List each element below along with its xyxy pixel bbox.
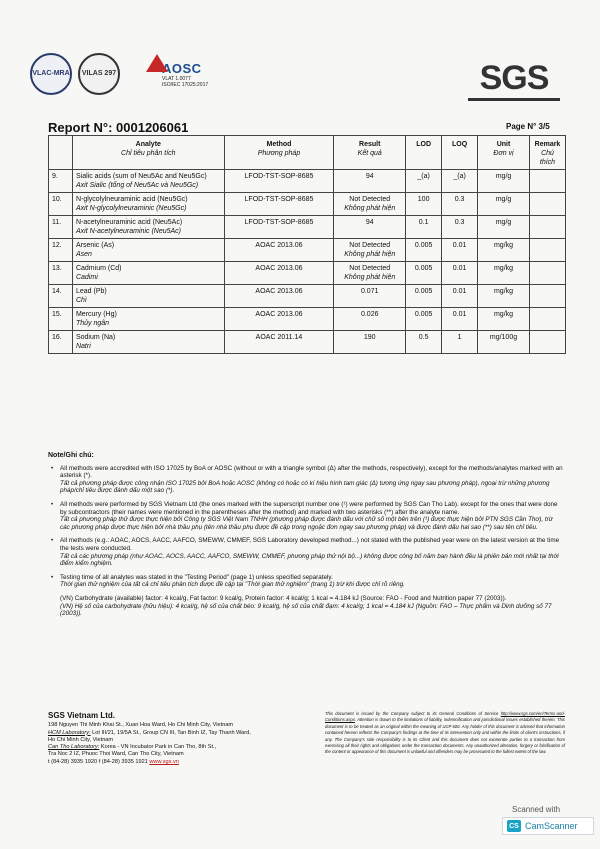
disclaimer-text: This document is issued by the Company subject to its General Conditions of Service http://www.sgs.com/en/Terms-and-Conditions.aspx. Attention is drawn to the limitations of liability, indemnification and jurisdictional issues established therein. This document is to be treated as an original within the meaning of UCP 600. Any holder of this document is advised that information contained hereon reflects the Company's findings at the time of its intervention only and within the limits of client's instructions, if any. The Company's sole responsibility is to its Client and this document does not exonerate parties to a transaction from exercising all their rights and obligations under the transaction documents. Any unauthorized alteration, forgery or falsification of the content or appearance of this document is unlawful and offenders may be prosecuted to the fullest extent of the law. (325, 711, 565, 755)
sgs-logo-underline (468, 98, 560, 101)
note-item: • All methods were accredited with ISO 17025 by BoA or AOSC (without or with a triangle symbol (Δ) after the methods, respectively), except for the methods/analytes marked with an asterisk (*). Tất cả phương pháp được công nhận ISO 17025 bởi BoA hoặc AOSC (không có hoặc có kí hiệu hình tam giác (Δ) tương ứng ngay sau phương pháp), ngoại trừ những phương pháp/chỉ tiêu được đánh dấu một sao (*). (48, 465, 564, 495)
header-result: Result Kết quả (334, 136, 406, 170)
camscanner-brand: CamScanner (525, 821, 578, 831)
vilas-seal: VILAS 297 (78, 53, 120, 95)
results-table (48, 135, 566, 354)
camscanner-icon: CS (507, 820, 521, 832)
header-loq: LOQ (442, 136, 478, 170)
notes-title: Note/Ghi chú: (48, 452, 94, 459)
table-row: 11. N-acetylneuraminic acid (Neu5Ac) Axit N-acetylneuraminic (Neu5Ac) LFOD-TST-SOP-8685 94 0.1 0.3 mg/g (49, 216, 566, 239)
table-row: 15. Mercury (Hg) Thủy ngân AOAC 2013.06 0.026 0.005 0.01 mg/kg (49, 308, 566, 331)
table-row: 9. Sialic acids (sum of Neu5Ac and Neu5Gc) Axit Sialic (tổng of Neu5Ac và Neu5Gc) LFOD-TST-SOP-8685 94 _(a) _(a) mg/g (49, 170, 566, 193)
table-row: 13. Cadmium (Cd) Cadimi AOAC 2013.06 Not Detected Không phát hiện 0.005 0.01 mg/kg (49, 262, 566, 285)
note-item: • Testing time of all analytes was stated in the "Testing Period" (page 1) unless specified separately. Thời gian thử nghiệm của tất cả chỉ tiêu phân tích được đề cập tại "Thời gian thử nghiệm" (trang 1) trừ khi được chỉ rõ riêng. (48, 574, 564, 589)
report-number: Report N°: 0001206061 (48, 120, 189, 135)
header-unit: Unit Đơn vị (478, 136, 530, 170)
table-row: 14. Lead (Pb) Chì AOAC 2013.06 0.071 0.005 0.01 mg/kg (49, 285, 566, 308)
accreditation-logos (30, 50, 208, 98)
table-row: 10. N-glycolylneuraminic acid (Neu5Gc) Axit N-glycolylneuraminic (Neu5Gc) LFOD-TST-SOP-8685 Not Detected Không phát hiện 100 0.3 mg/g (49, 193, 566, 216)
table-row: 16. Sodium (Na) Natri AOAC 2011.14 190 0.5 1 mg/100g (49, 331, 566, 354)
address-line: 198 Nguyen Thi Minh Khai St., Xuan Hoa Ward, Ho Chi Minh City, Vietnam (48, 722, 234, 729)
camscanner-badge (502, 805, 594, 835)
company-name: SGS Vietnam Ltd. (48, 711, 115, 720)
footer-address (48, 712, 298, 766)
sgs-logo: SGS (479, 58, 549, 97)
aosc-logo (162, 61, 208, 88)
aosc-name: AOSC (162, 60, 202, 76)
ilac-mra-seal: VLAC-MRA (30, 53, 72, 95)
aosc-triangle-icon (146, 54, 168, 72)
header-method: Method Phương pháp (224, 136, 334, 170)
header-lod: LOD (406, 136, 442, 170)
aosc-sub1: VLAT 1.0077 (162, 75, 191, 82)
address-line: Tra Noc 2 IZ, Phuoc Thoi Ward, Can Tho City, Vietnam (48, 751, 184, 758)
address-line: Ho Chi Minh City, Vietnam (48, 736, 114, 743)
contact-line: t (84-28) 3935 1920 f (84-28) 3935 1921 www.sgs.vn (48, 758, 179, 765)
notes-section (48, 452, 564, 624)
page-number: Page N° 3/5 (506, 122, 550, 131)
terms-link[interactable]: http://www.sgs.com/en/Terms-and-Conditions.aspx (325, 711, 565, 723)
address-line: HCM Laboratory: Lot III/21, 19/5A St., Group CN III, Tan Binh IZ, Tay Thanh Ward, (48, 729, 251, 736)
address-line: Can Tho Laboratory: Korea - VN Incubator Park in Can Tho, 8th St., (48, 744, 217, 751)
header-no (49, 136, 73, 170)
header-remark: Remark Chú thích (529, 136, 565, 170)
scanned-with-label: Scanned with (512, 805, 561, 814)
table-row: 12. Arsenic (As) Asen AOAC 2013.06 Not Detected Không phát hiện 0.005 0.01 mg/kg (49, 239, 566, 262)
note-item: (VN) Carbohydrate (available) factor: 4 kcal/g, Fat factor: 9 kcal/g, Protein factor: 4 kcal/g; 1 kcal = 4.184 kJ (Source: FAO - Food and Nutrition paper 77 (2003)). (VN) Hệ số của carbohydrate (hữu hiệu): 4 kcal/g, hệ số của chất béo: 9 kcal/g, hệ số của chất đạm: 4 kcal/g; 1 kcal = 4.184 kJ (Nguồn: FAO – Thực phẩm và Dinh dưỡng số 77 (2003)). (60, 594, 552, 618)
table-header-row (49, 136, 566, 170)
header-analyte: Analyte Chỉ tiêu phân tích (72, 136, 224, 170)
aosc-sub2: ISO/IEC 17025:2017 (162, 81, 209, 88)
note-item: • All methods were performed by SGS Vietnam Ltd (the ones marked with the superscript number one (¹) were performed by SGS Can Tho Lab). except for the ones that were done by subcontractors (their names were mentioned in the parentheses after the method) and marked with two asterisks (**) after the analyte name. Tất cả phương pháp thử được thực hiện bởi Công ty SGS Việt Nam TNHH (phương pháp được đánh dấu với chữ số một bên trên (¹) được thực hiện bởi PTN SGS Cần Thơ), trừ các phương pháp được thực hiện bởi nhà thầu phụ (tên nhà thầu phụ được đề cập trong ngoặc đơn ngay sau phương pháp) và được đánh dấu hai sao (**) sau tên chỉ tiêu. (48, 501, 564, 531)
website-link[interactable]: www.sgs.vn (149, 758, 179, 765)
note-item: • All methods (e.g.: AOAC, AOCS, AACC, AAFCO, SMEWW, CMMEF, SGS Laboratory developed method...) not stated with the published year were on the latest version at the time the tests were conducted. Tất cả các phương pháp (như AOAC, AOCS, AACC, AAFCO, SMEWW, CMMEF, phương pháp thử nội bộ...) không được công bố năm ban hành đều là phiên bản mới nhất tại thời điểm kiểm nghiệm. (48, 537, 564, 567)
